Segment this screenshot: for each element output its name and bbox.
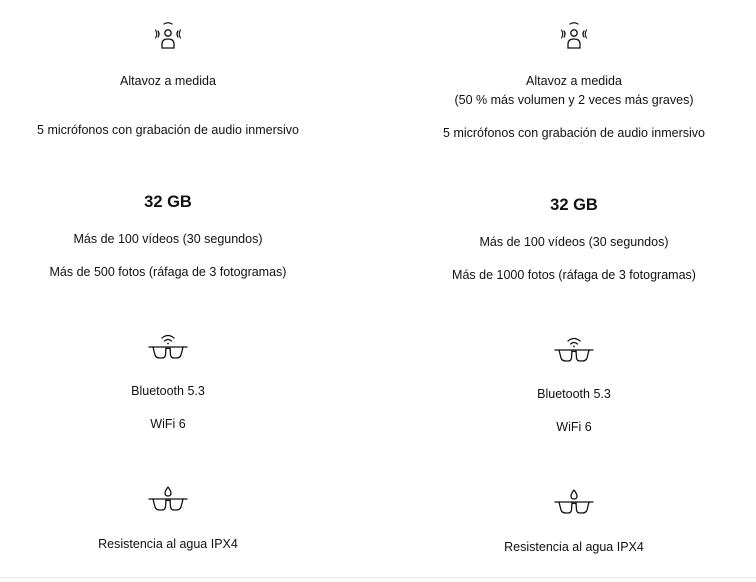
water-drop-glasses-icon xyxy=(143,482,193,522)
speaker-title: Altavoz a medida xyxy=(526,74,622,88)
videos-text: Más de 100 vídeos (30 segundos) xyxy=(479,235,669,249)
water-resistance-text: Resistencia al agua IPX4 xyxy=(504,540,644,554)
spec-column-right xyxy=(394,0,754,582)
wifi-text: WiFi 6 xyxy=(150,417,186,431)
photos-text: Más de 500 fotos (ráfaga de 3 fotogramas) xyxy=(49,265,287,279)
spec-column-left xyxy=(0,0,348,582)
microphones-text: 5 micrófonos con grabación de audio inmersivo xyxy=(443,126,705,140)
photos-text: Más de 1000 fotos (ráfaga de 3 fotogramas) xyxy=(452,268,696,282)
bluetooth-text: Bluetooth 5.3 xyxy=(131,384,205,398)
speaker-title: Altavoz a medida xyxy=(120,74,216,88)
videos-text: Más de 100 vídeos (30 segundos) xyxy=(73,232,263,246)
wifi-text: WiFi 6 xyxy=(556,420,592,434)
water-drop-glasses-icon xyxy=(549,485,599,525)
speaker-person-icon xyxy=(143,20,193,60)
wifi-glasses-icon xyxy=(549,333,599,373)
wifi-glasses-icon xyxy=(143,330,193,370)
storage-title: 32 GB xyxy=(550,196,598,214)
bottom-divider xyxy=(0,577,756,578)
storage-title: 32 GB xyxy=(144,193,192,211)
bluetooth-text: Bluetooth 5.3 xyxy=(537,387,611,401)
speaker-detail: (50 % más volumen y 2 veces más graves) xyxy=(454,93,694,107)
water-resistance-text: Resistencia al agua IPX4 xyxy=(98,537,238,551)
speaker-person-icon xyxy=(549,20,599,60)
microphones-text: 5 micrófonos con grabación de audio inmersivo xyxy=(37,123,299,137)
